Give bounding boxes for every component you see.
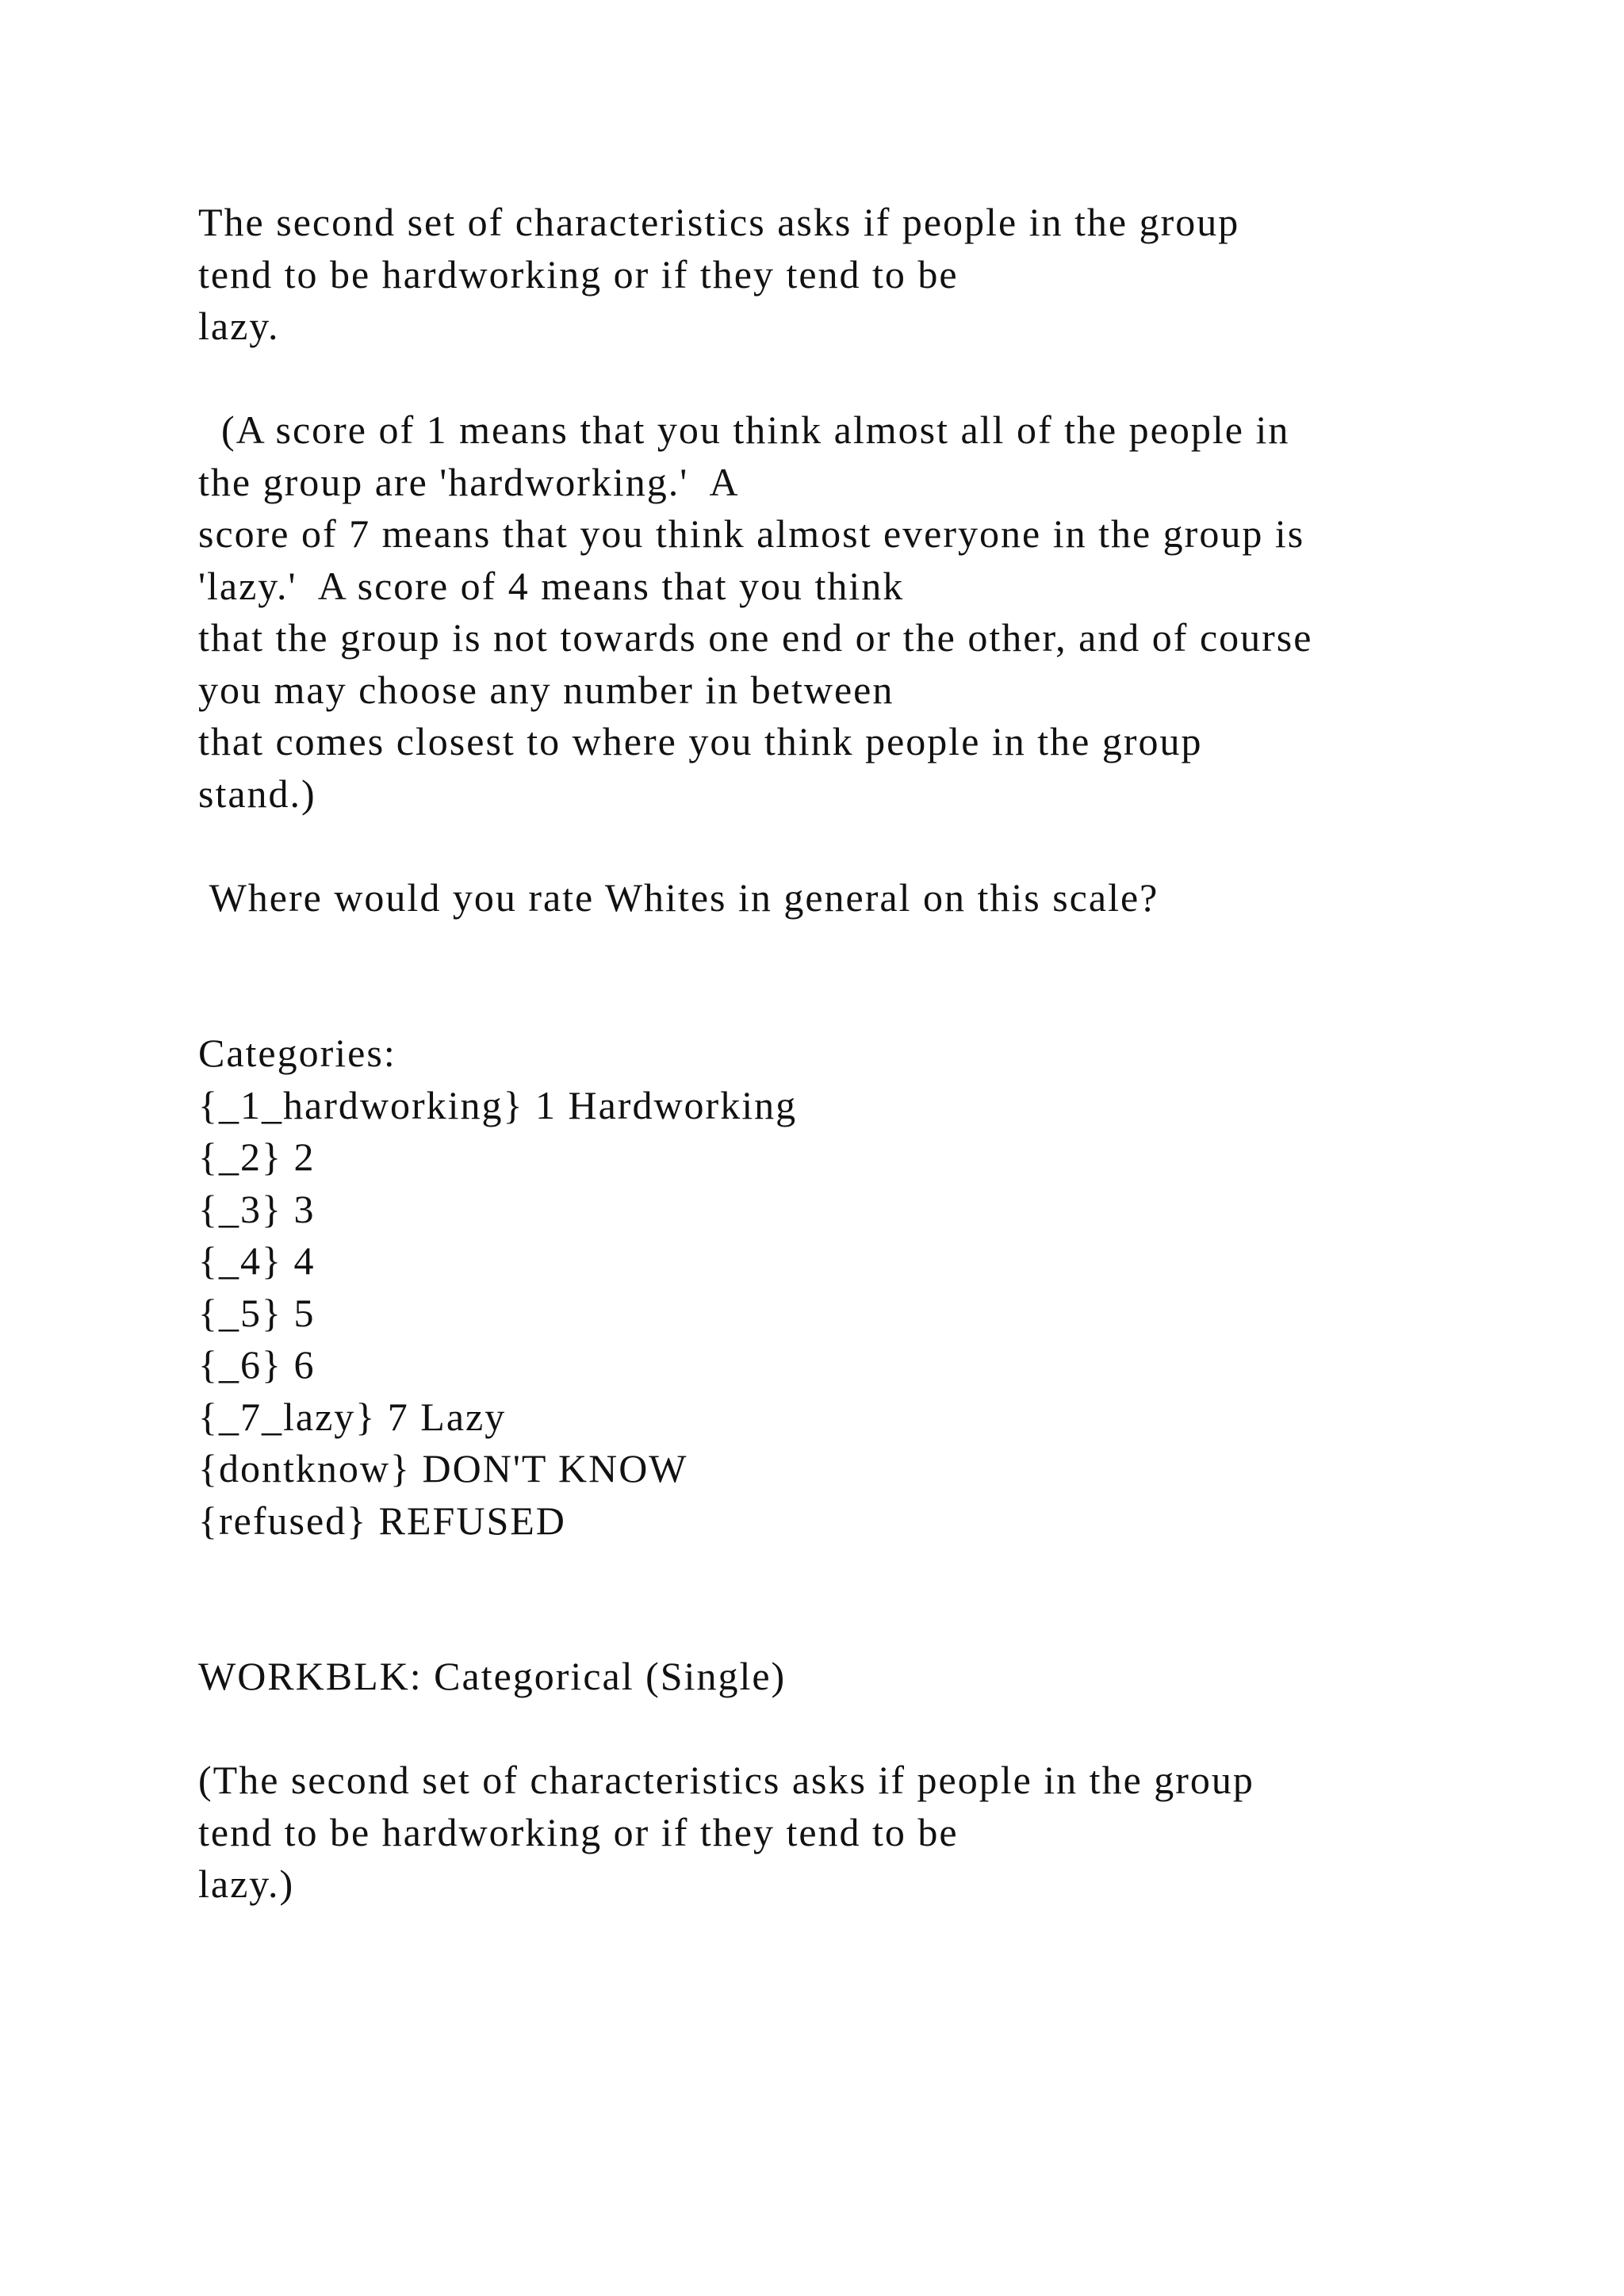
note-line: lazy.): [198, 1862, 295, 1906]
instruction-line: the group are 'hardworking.' A: [198, 459, 740, 504]
instruction-line: 'lazy.' A score of 4 means that you think: [198, 563, 905, 608]
spacer: [198, 1547, 1499, 1599]
question-text: Where would you rate Whites in general on this scale?: [198, 874, 1159, 920]
category-item: {_2} 2: [198, 1135, 316, 1179]
spacer: [198, 820, 1499, 872]
intro-line: lazy.: [198, 304, 280, 348]
category-item: {_1_hardworking} 1 Hardworking: [198, 1082, 798, 1127]
spacer: [198, 353, 1499, 405]
note-line: tend to be hardworking or if they tend to be: [198, 1809, 959, 1854]
spacer: [198, 1599, 1499, 1651]
note-line: (The second set of characteristics asks if people in the group: [198, 1758, 1254, 1802]
instruction-line: that the group is not towards one end or the other, and of course: [198, 615, 1313, 660]
variable-line: WORKBLK: Categorical (Single): [198, 1654, 787, 1698]
instruction-paragraph: [198, 404, 1499, 820]
instruction-line: (A score of 1 means that you think almost all of the people in: [198, 408, 1290, 452]
instruction-line: score of 7 means that you think almost everyone in the group is: [198, 511, 1305, 556]
intro-line: tend to be hardworking or if they tend to be: [198, 251, 959, 297]
intro-paragraph: [198, 197, 1499, 353]
category-item: {refused} REFUSED: [198, 1498, 566, 1543]
category-item: {_6} 6: [198, 1342, 316, 1387]
spacer: [198, 976, 1499, 1028]
category-item: {_5} 5: [198, 1290, 316, 1335]
spacer: [198, 1703, 1499, 1755]
document-body: [198, 197, 1499, 1911]
categories-list: [198, 1080, 1499, 1548]
category-item: {_3} 3: [198, 1186, 316, 1231]
spacer: [198, 924, 1499, 976]
instruction-line: stand.): [198, 771, 316, 816]
category-item: {dontknow} DON'T KNOW: [198, 1446, 688, 1490]
instruction-line: that comes closest to where you think people in the group: [198, 719, 1203, 763]
intro-line: The second set of characteristics asks if people in the group: [198, 200, 1240, 244]
category-item: {_7_lazy} 7 Lazy: [198, 1394, 507, 1439]
categories-label: Categories:: [198, 1031, 396, 1075]
note-paragraph: [198, 1755, 1499, 1911]
instruction-line: you may choose any number in between: [198, 667, 894, 712]
category-item: {_4} 4: [198, 1238, 316, 1283]
